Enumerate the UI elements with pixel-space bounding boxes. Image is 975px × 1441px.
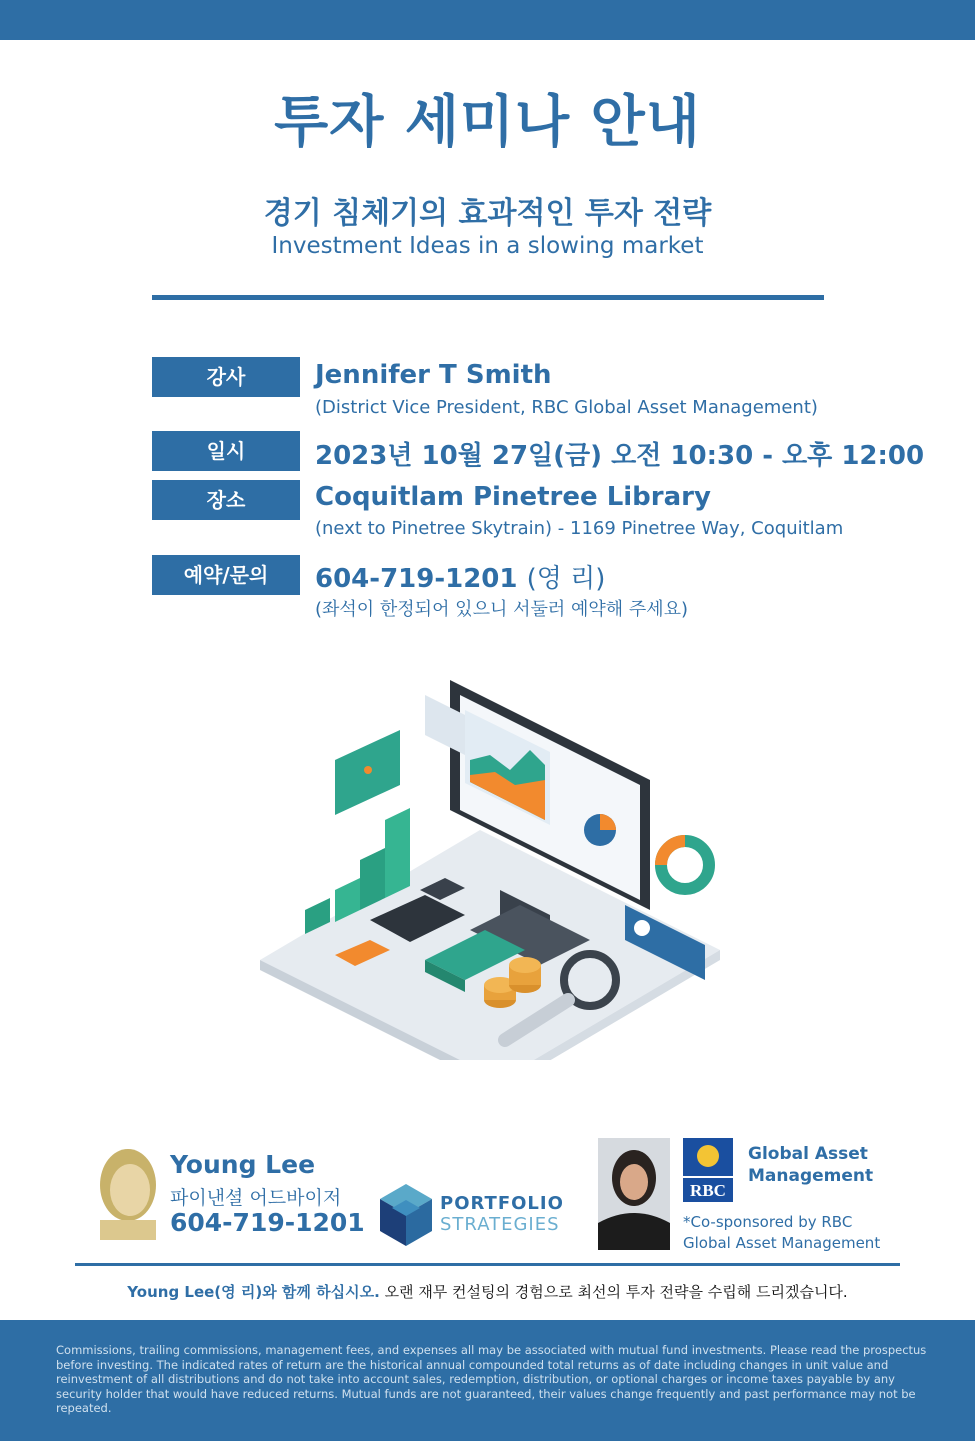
reservation-label: 예약/문의 [152, 555, 300, 595]
cosponsor-line1: *Co-sponsored by RBC [683, 1213, 853, 1231]
portfolio-strategies-word1: PORTFOLIO [440, 1193, 564, 1214]
bottom-divider [75, 1263, 900, 1266]
title-divider [152, 295, 824, 300]
top-banner-bar [0, 0, 975, 40]
rbc-logo-icon [683, 1138, 743, 1206]
gam-name-line2: Management [748, 1166, 874, 1186]
reservation-phone: 604-719-1201 [315, 564, 518, 594]
speaker-label: 강사 [152, 357, 300, 397]
advisor-role: 파이낸셜 어드바이저 [170, 1187, 342, 1209]
disclaimer-text: Commissions, trailing commissions, management fees, and expenses all may be associated with mutual fund investments. Please read the prospectus before investing. The indicated rates of return are the historical annual compounded total returns as of date including changes in unit value and reinvestment of all distributions and do not take into account sales, redemption, distribution, or optional charges or income taxes payable by any security holder that would have reduced returns. Mutual funds are not guaranteed, their values change frequently and past performance may not be repeated. [56, 1343, 927, 1415]
venue-address: (next to Pinetree Skytrain) - 1169 Pinetree Way, Coquitlam [315, 518, 844, 539]
page-title: 투자 세미나 안내 [274, 90, 701, 155]
rbc-wordmark: RBC [690, 1181, 726, 1200]
gam-name [748, 1143, 888, 1187]
investment-illustration [250, 660, 730, 1060]
subtitle-english: Investment Ideas in a slowing market [271, 233, 704, 259]
tagline-rest: 오랜 재무 컨설팅의 경험으로 최선의 투자 전략을 수립해 드리겠습니다. [379, 1283, 848, 1301]
speaker-title: (District Vice President, RBC Global Asset Management) [315, 397, 818, 418]
reservation-line [315, 558, 605, 595]
advisor-name: Young Lee [170, 1150, 316, 1179]
venue-name: Coquitlam Pinetree Library [315, 482, 711, 512]
datetime-value: 2023년 10월 27일(금) 오전 10:30 - 오후 12:00 [315, 441, 925, 471]
gam-name-line1: Global Asset [748, 1144, 868, 1164]
venue-label: 장소 [152, 480, 300, 520]
portfolio-strategies-logo-icon [380, 1184, 432, 1246]
subtitle-korean: 경기 침체기의 효과적인 투자 전략 [263, 196, 712, 231]
advisor-photo [95, 1140, 161, 1240]
reservation-note: (좌석이 한정되어 있으니 서둘러 예약해 주세요) [315, 599, 689, 620]
tagline-bold: Young Lee(영 리)와 함께 하십시오. [127, 1283, 380, 1301]
tagline [0, 1281, 975, 1302]
advisor-phone: 604-719-1201 [170, 1208, 365, 1237]
speaker-name: Jennifer T Smith [315, 360, 552, 390]
portfolio-strategies-word2: STRATEGIES [440, 1214, 560, 1235]
reservation-contact: (영 리) [526, 564, 606, 594]
cosponsor-note [683, 1212, 903, 1254]
sponsor-photo [598, 1138, 670, 1250]
cosponsor-line2: Global Asset Management [683, 1234, 881, 1252]
datetime-label: 일시 [152, 431, 300, 471]
